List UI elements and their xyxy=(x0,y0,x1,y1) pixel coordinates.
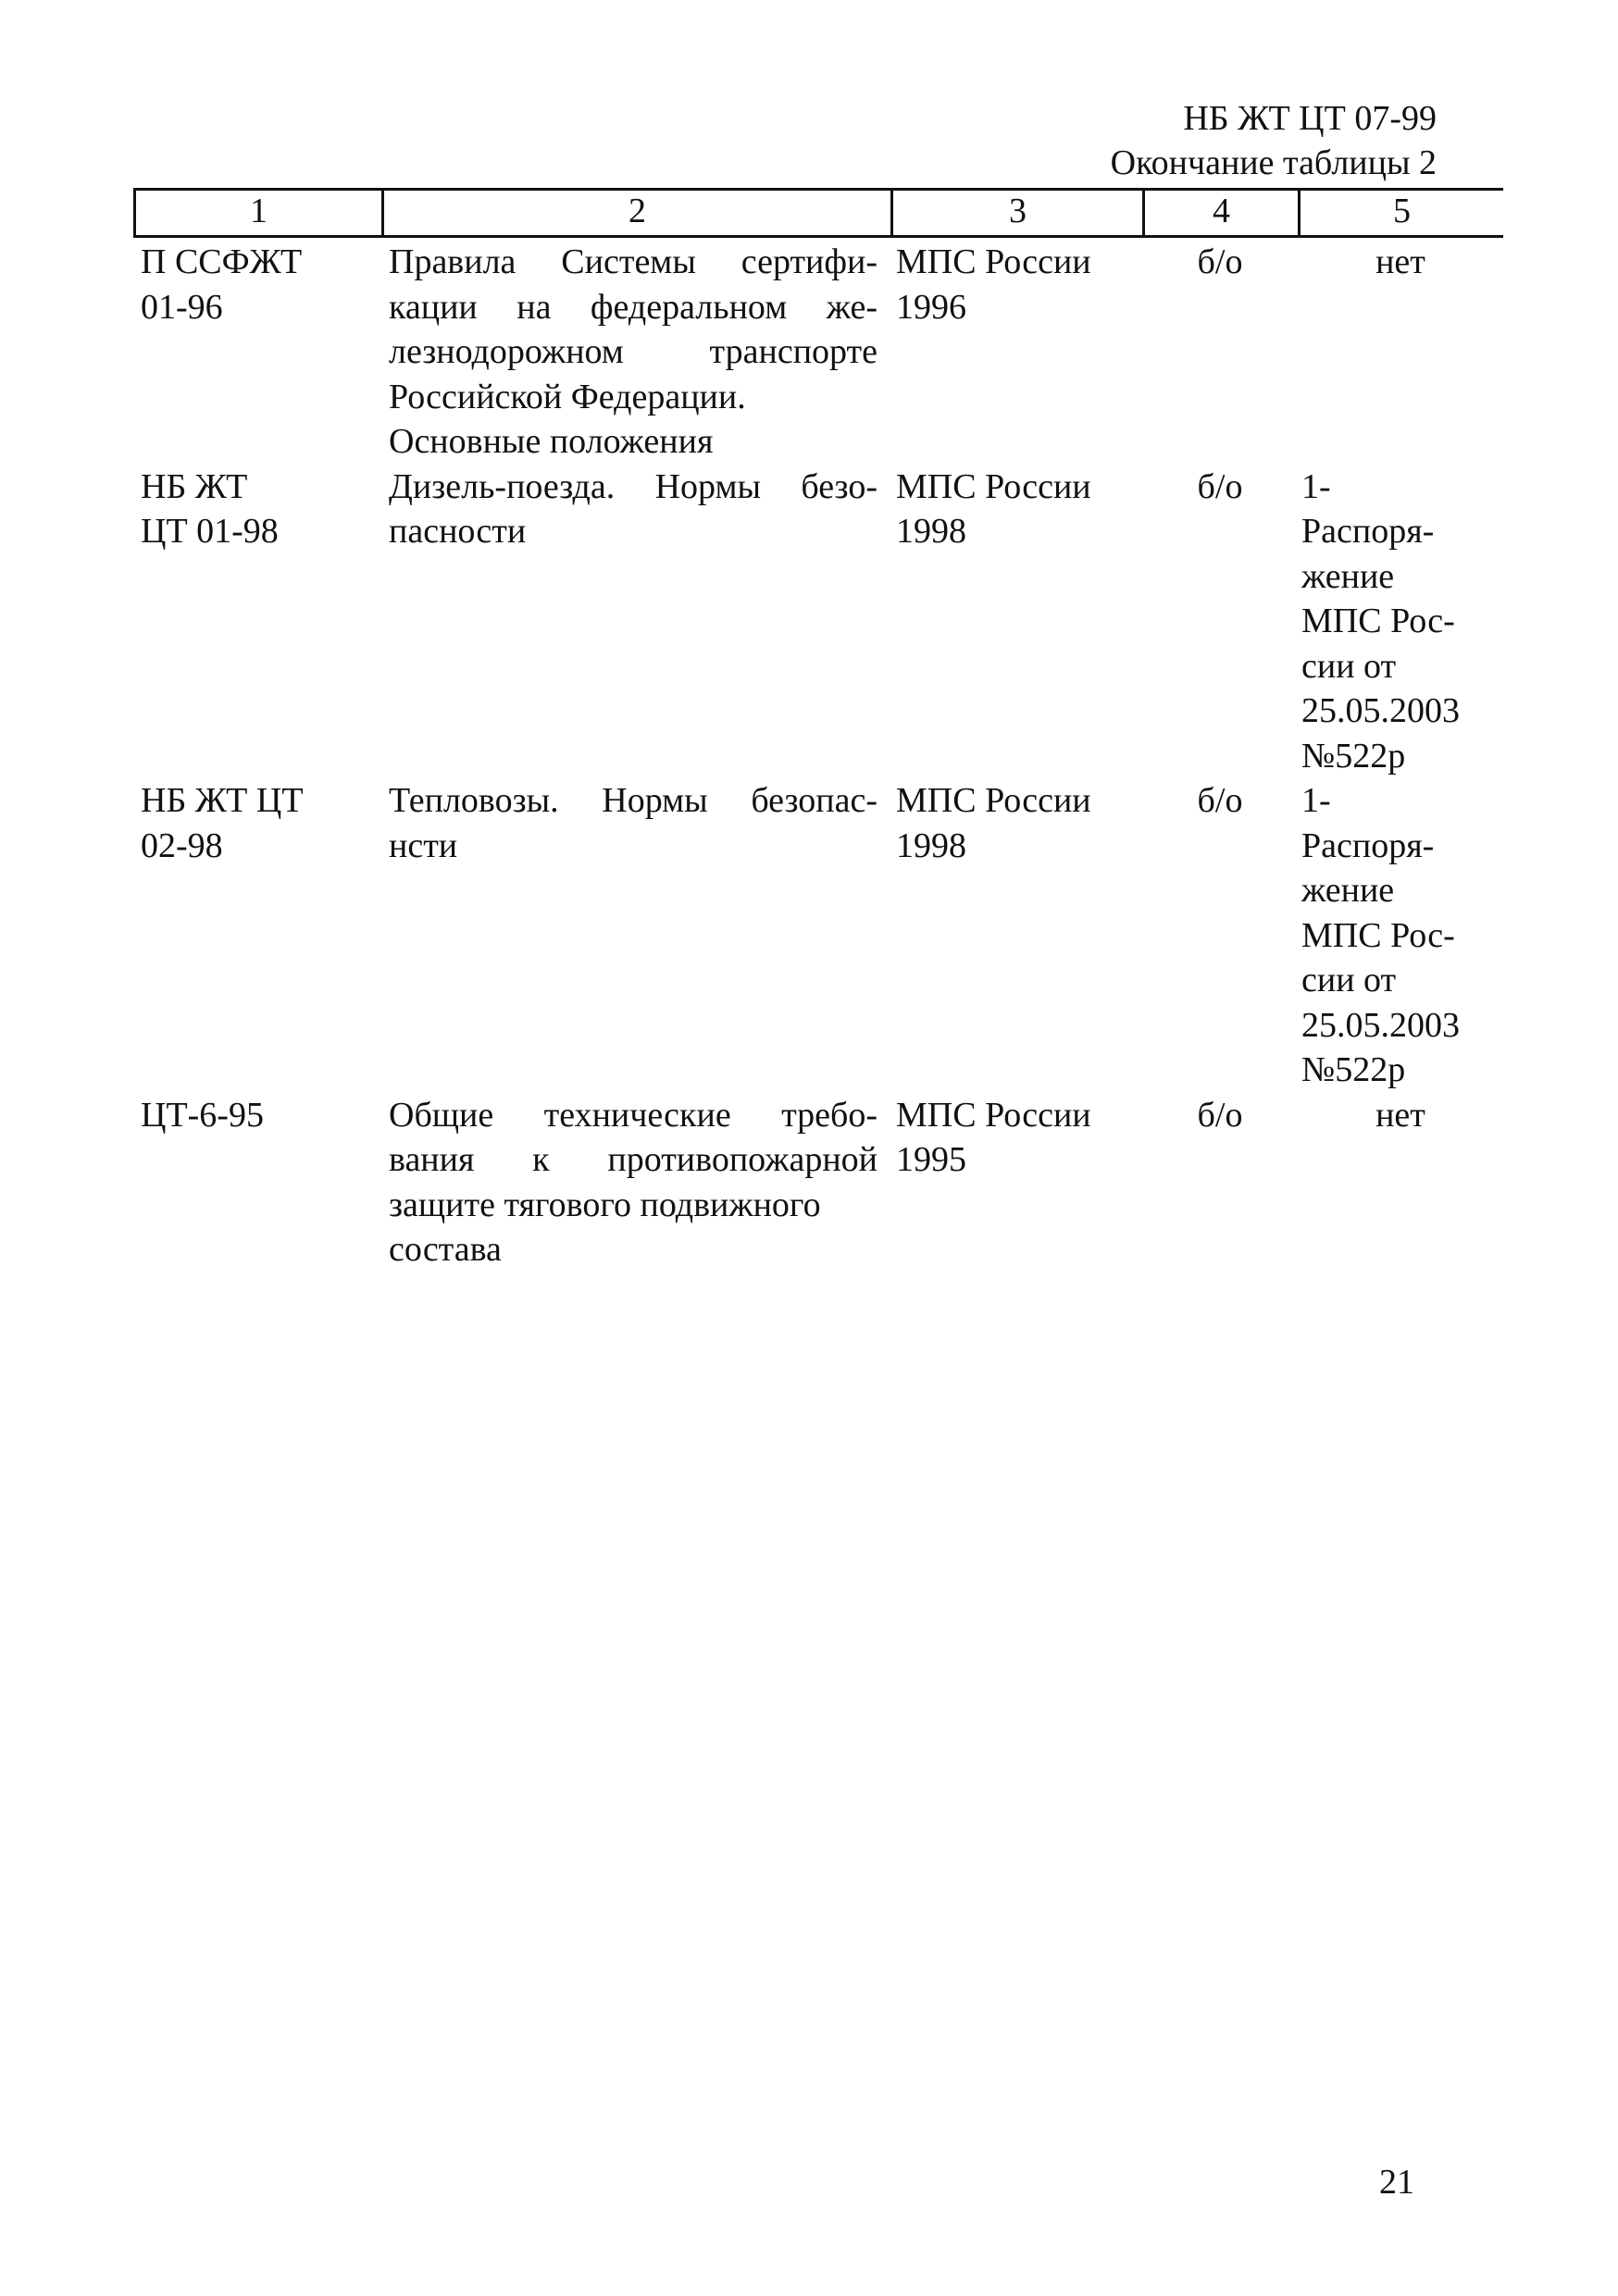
issuer-cell xyxy=(890,778,1142,868)
designation-cell xyxy=(133,465,381,554)
cell-line: сии от xyxy=(1301,646,1397,686)
cell-line: ЦТ-6-95 xyxy=(141,1095,264,1135)
column-header-4: 4 xyxy=(1142,191,1298,235)
cell-line: лезнодорожном транспорте xyxy=(389,332,877,371)
cell-line: нет xyxy=(1375,242,1425,281)
table-caption: Окончание таблицы 2 xyxy=(1110,143,1437,182)
column-header-3: 3 xyxy=(890,191,1142,235)
cell-line: нет xyxy=(1375,1095,1425,1135)
cell-line: П ССФЖТ xyxy=(141,242,303,281)
title-cell xyxy=(381,778,890,868)
cell-line: НБ ЖТ xyxy=(141,466,248,506)
issuer-cell xyxy=(890,465,1142,554)
table-row xyxy=(133,465,1503,779)
cell-line: МПС Рос- xyxy=(1301,915,1455,955)
cell-line: 1998 xyxy=(896,512,966,551)
cell-line: пасности xyxy=(389,512,527,551)
cell-line: 1998 xyxy=(896,825,966,865)
title-cell xyxy=(381,465,890,554)
table-row xyxy=(133,778,1503,1093)
cell-line: МПС России xyxy=(896,466,1091,506)
cell-line: 1- xyxy=(1301,781,1331,820)
cell-line: 25.05.2003 xyxy=(1301,691,1460,730)
cell-line: Тепловозы. Нормы безопас- xyxy=(389,781,877,820)
changes-cell xyxy=(1298,1093,1503,1138)
cell-line: 01-96 xyxy=(141,287,223,327)
cell-line: Распоря- xyxy=(1301,512,1435,551)
cell-line: сии от xyxy=(1301,961,1397,999)
cell-line: б/о xyxy=(1197,466,1243,506)
cell-line: Дизель-поезда. Нормы безо- xyxy=(389,466,877,506)
cell-line: №522р xyxy=(1301,1050,1406,1089)
cell-line: б/о xyxy=(1197,1095,1243,1135)
cell-line: НБ ЖТ ЦТ xyxy=(141,781,304,820)
changes-cell xyxy=(1298,778,1503,1093)
cell-line: кации на федеральном же- xyxy=(389,287,877,327)
cell-line: жение xyxy=(1301,871,1395,910)
term-cell xyxy=(1142,778,1298,824)
cell-line: МПС России xyxy=(896,242,1091,281)
cell-line: б/о xyxy=(1197,781,1243,820)
cell-line: 1995 xyxy=(896,1140,966,1179)
table-row xyxy=(133,1093,1503,1272)
title-cell xyxy=(381,1093,890,1272)
table-row xyxy=(133,240,1503,465)
cell-line: состава xyxy=(389,1230,502,1269)
cell-line: Распоря- xyxy=(1301,825,1435,865)
document-code: НБ ЖТ ЦТ 07-99 xyxy=(1183,99,1437,138)
cell-line: №522р xyxy=(1301,736,1406,776)
column-header-1: 1 xyxy=(133,191,381,235)
cell-line: Российской Федерации. xyxy=(389,377,746,416)
title-cell xyxy=(381,240,890,465)
cell-line: МПС России xyxy=(896,781,1091,820)
cell-line: МПС Рос- xyxy=(1301,602,1455,640)
issuer-cell xyxy=(890,1093,1142,1183)
page-number: 21 xyxy=(1379,2163,1414,2202)
cell-line: 02-98 xyxy=(141,825,223,865)
cell-line: нсти xyxy=(389,825,458,865)
cell-line: МПС России xyxy=(896,1095,1091,1135)
cell-line: защите тягового подвижного xyxy=(389,1185,821,1224)
issuer-cell xyxy=(890,240,1142,329)
cell-line: ЦТ 01-98 xyxy=(141,512,279,551)
changes-cell xyxy=(1298,240,1503,285)
column-header-2: 2 xyxy=(381,191,890,235)
changes-cell xyxy=(1298,465,1503,779)
cell-line: б/о xyxy=(1197,242,1243,281)
column-header-5: 5 xyxy=(1298,191,1503,235)
designation-cell xyxy=(133,1093,381,1138)
cell-line: 25.05.2003 xyxy=(1301,1005,1460,1045)
term-cell xyxy=(1142,1093,1298,1138)
cell-line: Правила Системы сертифи- xyxy=(389,242,877,281)
cell-line: Основные положения xyxy=(389,422,714,461)
cell-line: вания к противопожарной xyxy=(389,1140,877,1179)
cell-line: 1996 xyxy=(896,287,966,327)
standards-table xyxy=(133,188,1503,1272)
table-header-row xyxy=(133,188,1503,238)
cell-line: жение xyxy=(1301,556,1395,596)
term-cell xyxy=(1142,240,1298,285)
cell-line: Общие технические требо- xyxy=(389,1095,877,1135)
designation-cell xyxy=(133,778,381,868)
designation-cell xyxy=(133,240,381,329)
cell-line: 1- xyxy=(1301,466,1331,506)
term-cell xyxy=(1142,465,1298,510)
